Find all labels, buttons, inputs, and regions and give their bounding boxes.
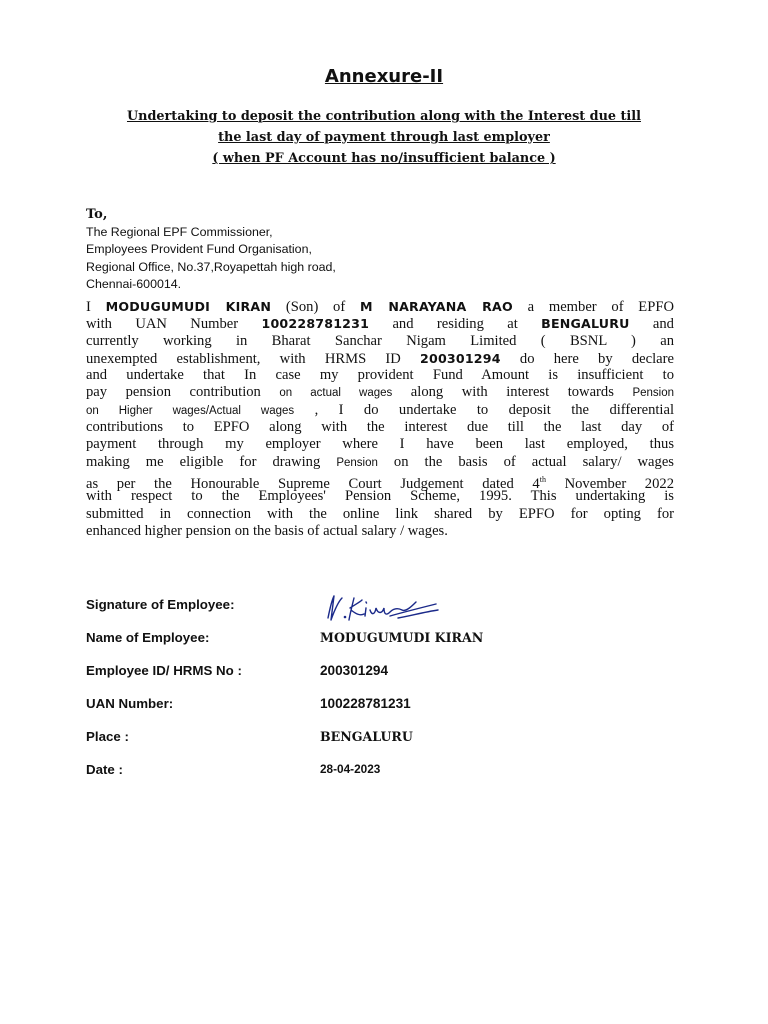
date-value: 28-04-2023	[320, 762, 381, 776]
paragraph-line: payment through my employer where I have been last employed, thus	[86, 436, 674, 453]
paragraph-line: submitted in connection with the online link shared by EPFO for opting for	[86, 505, 674, 522]
date-row	[86, 762, 686, 782]
address-line: Chennai-600014.	[86, 277, 182, 291]
subtitle-line: ( when PF Account has no/insufficient balance )	[212, 151, 556, 166]
uan-inline: 100228781231	[261, 316, 370, 332]
address-line: The Regional EPF Commissioner,	[86, 224, 273, 239]
place-label: Place :	[86, 729, 129, 744]
place-value: BENGALURU	[320, 729, 413, 744]
name-value: MODUGUMUDI KIRAN	[320, 630, 484, 645]
paragraph-line: and undertake that In case my provident Fund Amount is insufficient to	[86, 367, 674, 384]
signature-image	[320, 590, 460, 630]
employee-id-row	[86, 663, 686, 683]
subtitle-line: Undertaking to deposit the contribution along with the Interest due till	[126, 109, 641, 124]
paragraph-line: enhanced higher pension on the basis of actual salary / wages.	[86, 522, 448, 539]
signature-text: M.Kiran	[320, 590, 324, 591]
document-subtitle	[60, 106, 708, 169]
paragraph-line: with UAN Number 100228781231 and residing at BENGALURU and	[86, 316, 674, 333]
hrms-inline: 200301294	[420, 350, 501, 366]
employee-id-label: Employee ID/ HRMS No :	[86, 663, 242, 678]
employee-name-inline: MODUGUMUDI KIRAN	[105, 299, 272, 314]
paragraph-line: with respect to the Employees' Pension Scheme, 1995. This undertaking is	[86, 488, 674, 505]
document-title: Annexure-II	[324, 66, 444, 87]
subtitle-line: the last day of payment through last employer	[218, 130, 550, 145]
paragraph-line: unexempted establishment, with HRMS ID 200301294 do here by declare	[86, 350, 674, 367]
paragraph-line: contributions to EPFO along with the interest due till the last day of	[86, 419, 674, 436]
addressee-block	[86, 206, 336, 294]
date-label: Date :	[86, 762, 123, 777]
name-row	[86, 630, 686, 650]
paragraph-line: I MODUGUMUDI KIRAN (Son) of M NARAYANA RAO a member of EPFO	[86, 299, 674, 315]
uan-row	[86, 696, 686, 716]
undertaking-paragraph	[86, 298, 674, 540]
employee-id-value: 200301294	[320, 663, 389, 678]
father-name-inline: M NARAYANA RAO	[359, 299, 513, 314]
place-row	[86, 729, 686, 749]
address-line: Regional Office, No.37,Royapettah high road,	[86, 259, 336, 274]
paragraph-line: currently working in Bharat Sanchar Nigam Limited ( BSNL ) an	[86, 332, 674, 349]
paragraph-line: as per the Honourable Supreme Court Judgement dated 4th November 2022	[86, 474, 674, 492]
salutation: To,	[86, 207, 108, 222]
paragraph-line: pay pension contribution on actual wages along with interest towards Pension	[86, 384, 674, 401]
paragraph-line: on Higher wages/Actual wages , I do undertake to deposit the differential	[86, 401, 675, 418]
paragraph-line: making me eligible for drawing Pension on the basis of actual salary/ wages	[86, 453, 674, 470]
address-line: Employees Provident Fund Organisation,	[86, 242, 312, 256]
name-label: Name of Employee:	[86, 630, 210, 645]
uan-value: 100228781231	[320, 696, 411, 711]
place-inline: BENGALURU	[541, 316, 630, 332]
uan-label: UAN Number:	[86, 696, 174, 711]
signature-label: Signature of Employee:	[86, 597, 235, 612]
